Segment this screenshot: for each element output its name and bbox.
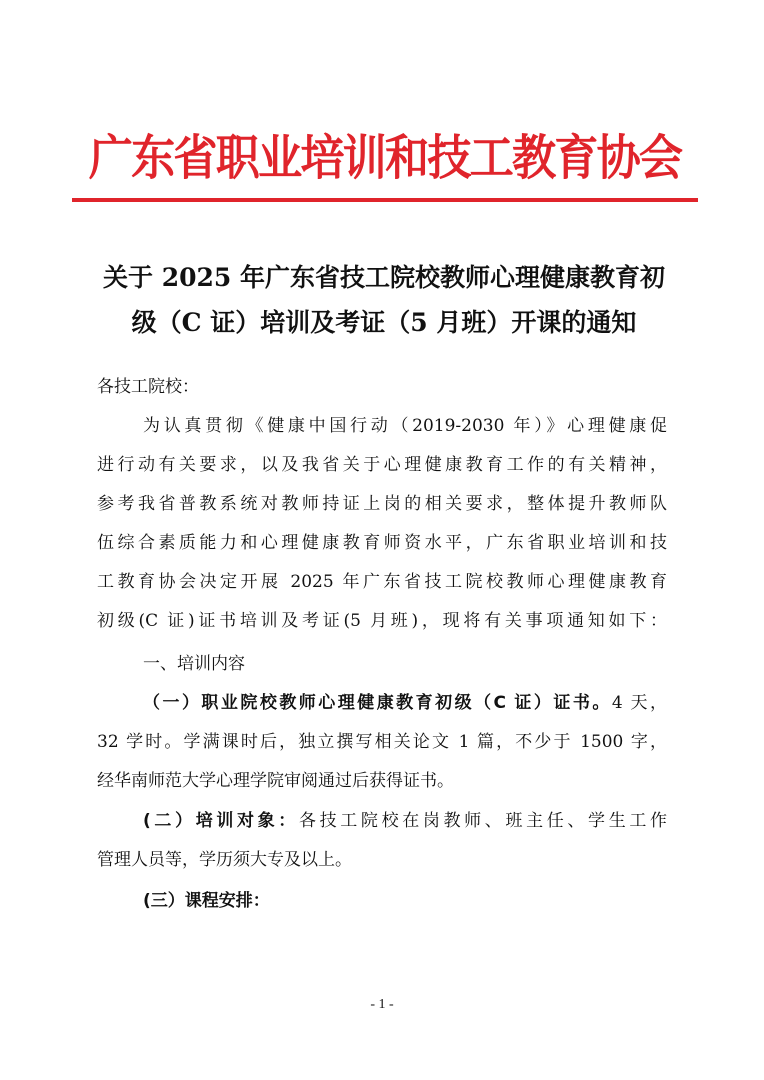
item-2-text: 各技工院校在岗教师、班主任、学生工作 xyxy=(298,811,667,831)
notice-title-line-1: 关于 2025 年广东省技工院校教师心理健康教育初 xyxy=(103,263,665,292)
item-3-heading: (三）课程安排： xyxy=(143,891,270,911)
item-3-line-1 xyxy=(143,886,713,911)
section-1-heading: 一、培训内容 xyxy=(143,654,245,674)
page-number: - 1 - xyxy=(370,997,394,1012)
item-2-heading: (二）培训对象： xyxy=(143,811,299,831)
intro-line-4: 伍综合素质能力和心理健康教育师资水平，广东省职业培训和技 xyxy=(97,533,667,553)
salutation: 各技工院校： xyxy=(97,377,199,397)
item-1-line-2: 32 学时。学满课时后，独立撰写相关论文 1 篇，不少于 1500 字， xyxy=(97,732,667,752)
intro-line-5: 工教育协会决定开展 2025 年广东省技工院校教师心理健康教育 xyxy=(97,572,667,592)
item-1-heading: （一）职业院校教师心理健康教育初级（C 证）证书。 xyxy=(143,693,612,713)
intro-line-2: 进行动有关要求，以及我省关于心理健康教育工作的有关精神， xyxy=(97,455,667,475)
org-name-header: 广东省职业培训和技工教育协会 xyxy=(88,129,682,186)
intro-line-3: 参考我省普教系统对教师持证上岗的相关要求，整体提升教师队 xyxy=(97,494,667,514)
header-red-rule xyxy=(72,198,698,202)
item-1-duration: 4 天， xyxy=(611,693,667,713)
item-2-line-2: 管理人员等，学历须大专及以上。 xyxy=(97,850,352,870)
item-1-line-3: 经华南师范大学心理学院审阅通过后获得证书。 xyxy=(97,771,454,791)
intro-line-6: 初级(C 证)证书培训及考证(5 月班)，现将有关事项通知如下： xyxy=(97,611,667,631)
item-1-line-1 xyxy=(143,688,667,713)
item-2-line-1 xyxy=(143,806,667,831)
intro-line-1: 为认真贯彻《健康中国行动（2019-2030 年）》心理健康促 xyxy=(143,416,667,436)
notice-title-line-2: 级（C 证）培训及考证（5 月班）开课的通知 xyxy=(131,308,637,337)
